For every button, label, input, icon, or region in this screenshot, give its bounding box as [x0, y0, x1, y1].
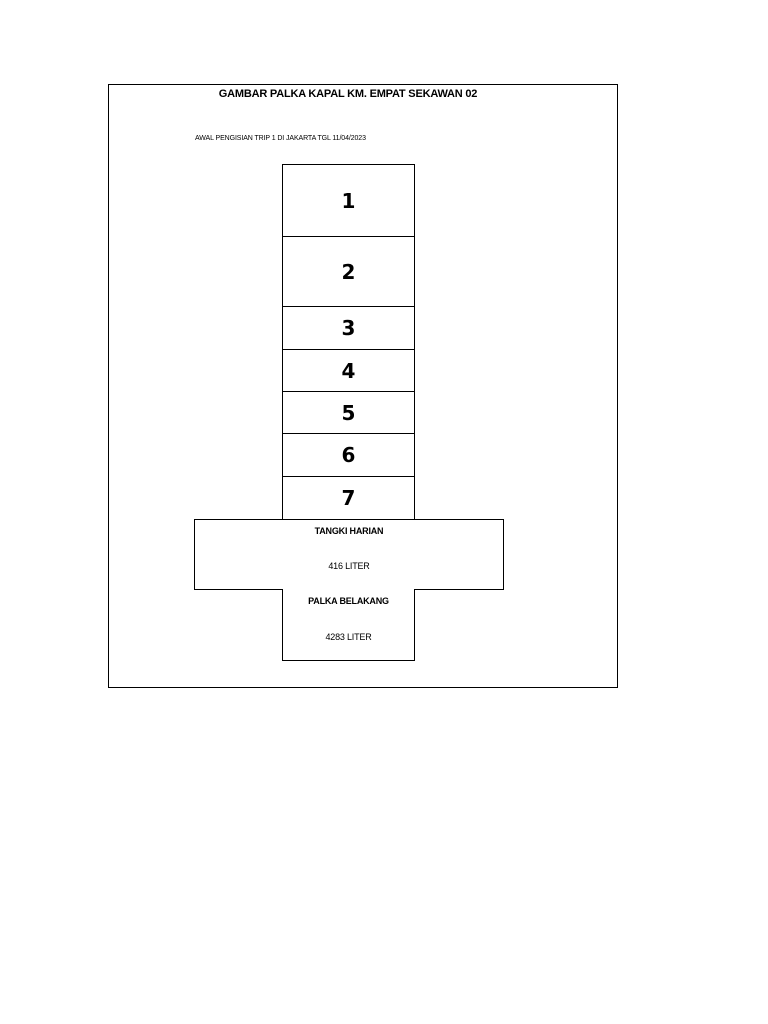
diagram-title: GAMBAR PALKA KAPAL KM. EMPAT SEKAWAN 02: [218, 88, 478, 100]
rear-hold: [282, 589, 415, 661]
hold-1: 1: [282, 164, 415, 237]
hold-2: 2: [282, 236, 415, 307]
daily-tank-value: 416 LITER: [328, 561, 370, 571]
daily-tank-label: TANGKI HARIAN: [314, 526, 384, 536]
hold-5: 5: [282, 391, 415, 434]
rear-hold-label: PALKA BELAKANG: [308, 596, 389, 606]
rear-hold-value: 4283 LITER: [325, 632, 372, 642]
hold-7: 7: [282, 476, 415, 520]
diagram-subtitle: AWAL PENGISIAN TRIP 1 DI JAKARTA TGL 11/04/2023: [195, 135, 366, 142]
hold-4: 4: [282, 349, 415, 392]
hold-3: 3: [282, 306, 415, 350]
hold-6: 6: [282, 433, 415, 477]
daily-tank: [194, 519, 504, 590]
